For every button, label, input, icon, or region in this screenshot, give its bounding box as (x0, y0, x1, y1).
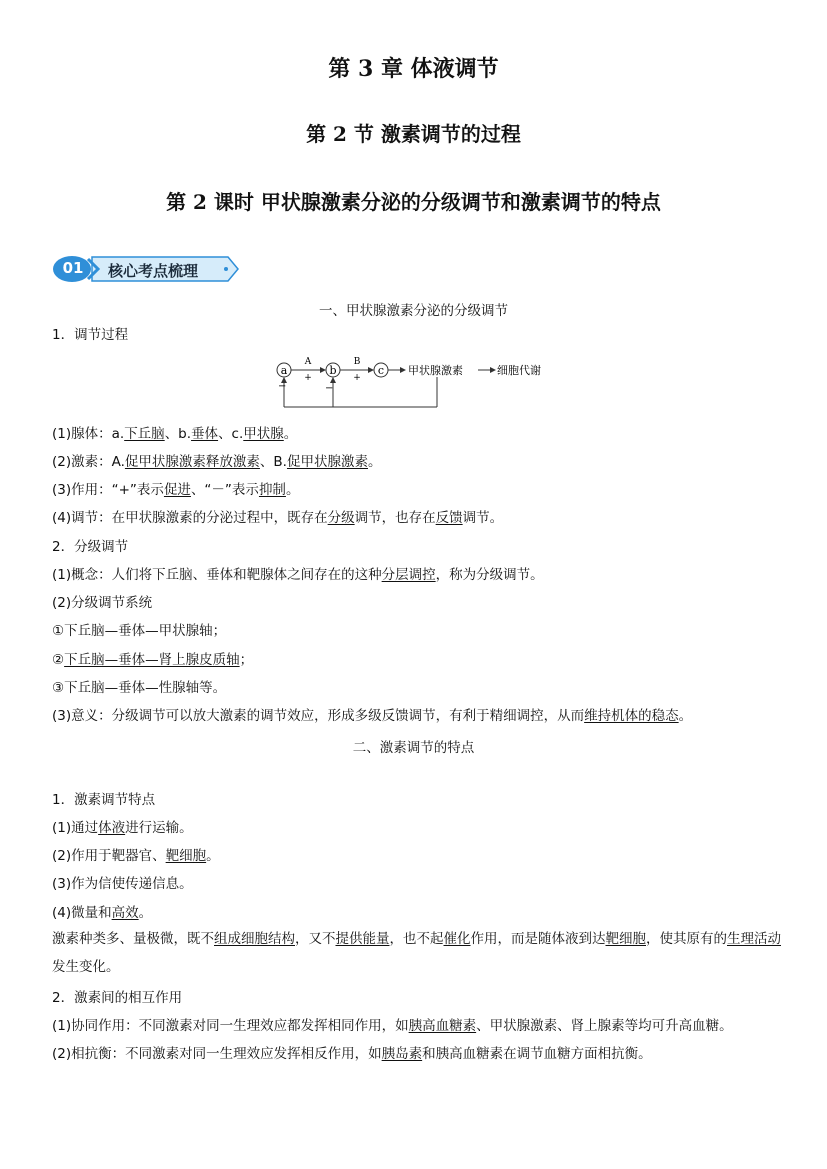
feature-3: (3)作为信使传递信息。 (52, 876, 193, 892)
feature-2: (2)作用于靶器官、靶细胞。 (52, 848, 220, 864)
explanation-paragraph: 激素种类多、量极微，既不组成细胞结构，又不提供能量，也不起催化作用，而是随体液到达靶细胞，使其原有的生理活动发生变化。 (52, 931, 781, 975)
feature-4: (4)微量和高效。 (52, 905, 153, 921)
node-c: c (377, 364, 385, 377)
antagonism-line: (2)相抗衡：不同激素对同一生理效应发挥相反作用，如胰岛素和胰高血糖素在调节血糖方面相抗衡。 (52, 1046, 652, 1062)
plus-2: + (353, 373, 361, 383)
part1-item2: 2．分级调节 (52, 539, 129, 555)
part1-heading: 一、甲状腺激素分泌的分级调节 (319, 303, 508, 319)
part2-item1: 1．激素调节特点 (52, 792, 156, 808)
metabolism-label: 细胞代谢 (497, 364, 541, 377)
effects-line: (3)作用：“+”表示促进、“－”表示抑制。 (52, 482, 300, 498)
thyroxine-label: 甲状腺激素 (408, 364, 463, 377)
axis-gonad: ③下丘脑—垂体—性腺轴等。 (52, 680, 227, 696)
glands-line: (1)腺体：a.下丘脑、b.垂体、c.甲状腺。 (52, 426, 298, 442)
axis-thyroid: ①下丘脑—垂体—甲状腺轴； (52, 623, 227, 639)
concept-line: (1)概念：人们将下丘脑、垂体和靶腺体之间存在的这种分层调控，称为分级调节。 (52, 567, 544, 583)
minus-2: − (325, 383, 334, 394)
label-A: A (304, 357, 312, 367)
node-a: a (280, 364, 288, 377)
regulation-diagram (273, 355, 573, 415)
badge-text: 核心考点梳理 (108, 262, 199, 280)
part2-item2: 2．激素间的相互作用 (52, 990, 183, 1006)
feature-1: (1)通过体液进行运输。 (52, 820, 193, 836)
chapter-title: 第 3 章 体液调节 (328, 56, 499, 82)
part2-heading: 二、激素调节的特点 (352, 740, 475, 756)
plus-1: + (304, 373, 312, 383)
axis-adrenal: ②下丘脑—垂体—肾上腺皮质轴； (52, 652, 254, 668)
badge-number: 01 (62, 259, 84, 277)
core-points-badge (52, 254, 242, 284)
regulation-line: (4)调节：在甲状腺激素的分泌过程中，既存在分级调节，也存在反馈调节。 (52, 510, 504, 526)
synergy-line: (1)协同作用：不同激素对同一生理效应都发挥相同作用，如胰高血糖素、甲状腺激素、肾上腺素等均可升高血糖。 (52, 1018, 733, 1034)
hormones-line: (2)激素：A.促甲状腺激素释放激素、B.促甲状腺激素。 (52, 454, 382, 470)
label-B: B (353, 357, 361, 367)
significance-line: (3)意义：分级调节可以放大激素的调节效应，形成多级反馈调节，有利于精细调控，从而维持机体的稳态。 (52, 708, 693, 724)
node-b: b (329, 364, 337, 377)
lesson-title: 第 2 课时 甲状腺激素分泌的分级调节和激素调节的特点 (166, 190, 661, 214)
system-line: (2)分级调节系统 (52, 595, 153, 611)
minus-1: − (278, 381, 287, 392)
section-title: 第 2 节 激素调节的过程 (306, 122, 521, 146)
part1-item1: 1．调节过程 (52, 327, 129, 343)
